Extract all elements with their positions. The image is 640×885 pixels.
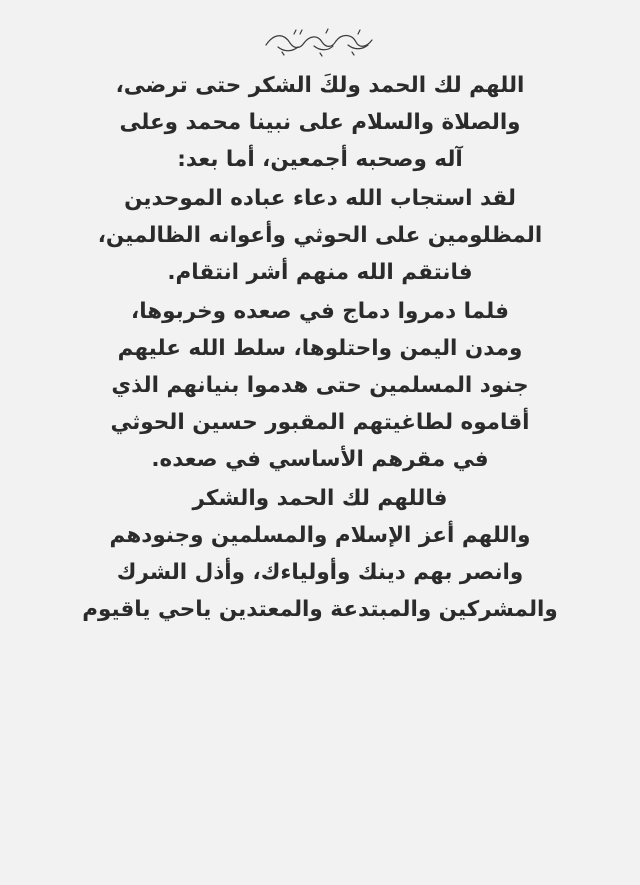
paragraph-closing-dua — [26, 481, 614, 629]
text-line: فانتقم الله منهم أشر انتقام. — [167, 259, 473, 285]
text-line: لقد استجاب الله دعاء عباده الموحدين — [124, 185, 516, 211]
arabic-body-text — [26, 68, 614, 631]
text-line: فاللهم لك الحمد والشكر — [192, 485, 448, 511]
basmala-calligraphy-icon — [26, 24, 614, 58]
paragraph-answered-supplication — [26, 181, 614, 292]
text-line: في مقرهم الأساسي في صعده. — [151, 446, 489, 472]
text-line: آله وصحبه أجمعين، أما بعد: — [177, 146, 463, 172]
paragraph-praise-opening — [26, 68, 614, 179]
text-line: ومدن اليمن واحتلوها، سلط الله عليهم — [117, 335, 523, 361]
text-line: أقاموه لطاغيتهم المقبور حسين الحوثي — [110, 409, 530, 435]
text-line: والصلاة والسلام على نبينا محمد وعلى — [119, 109, 521, 135]
text-line: المظلومين على الحوثي وأعوانه الظالمين، — [97, 222, 543, 248]
text-line: جنود المسلمين حتى هدموا بنيانهم الذي — [111, 372, 529, 398]
text-line: واللهم أعز الإسلام والمسلمين وجنودهم — [109, 522, 531, 548]
text-line: فلما دمروا دماج في صعده وخربوها، — [131, 298, 509, 324]
text-line: وانصر بهم دينك وأولياءك، وأذل الشرك — [116, 559, 524, 585]
text-line: والمشركين والمبتدعة والمعتدين ياحي ياقيوم — [82, 596, 558, 622]
text-line: اللهم لك الحمد ولكَ الشكر حتى ترضى، — [115, 73, 525, 98]
paragraph-damaj-events — [26, 294, 614, 479]
